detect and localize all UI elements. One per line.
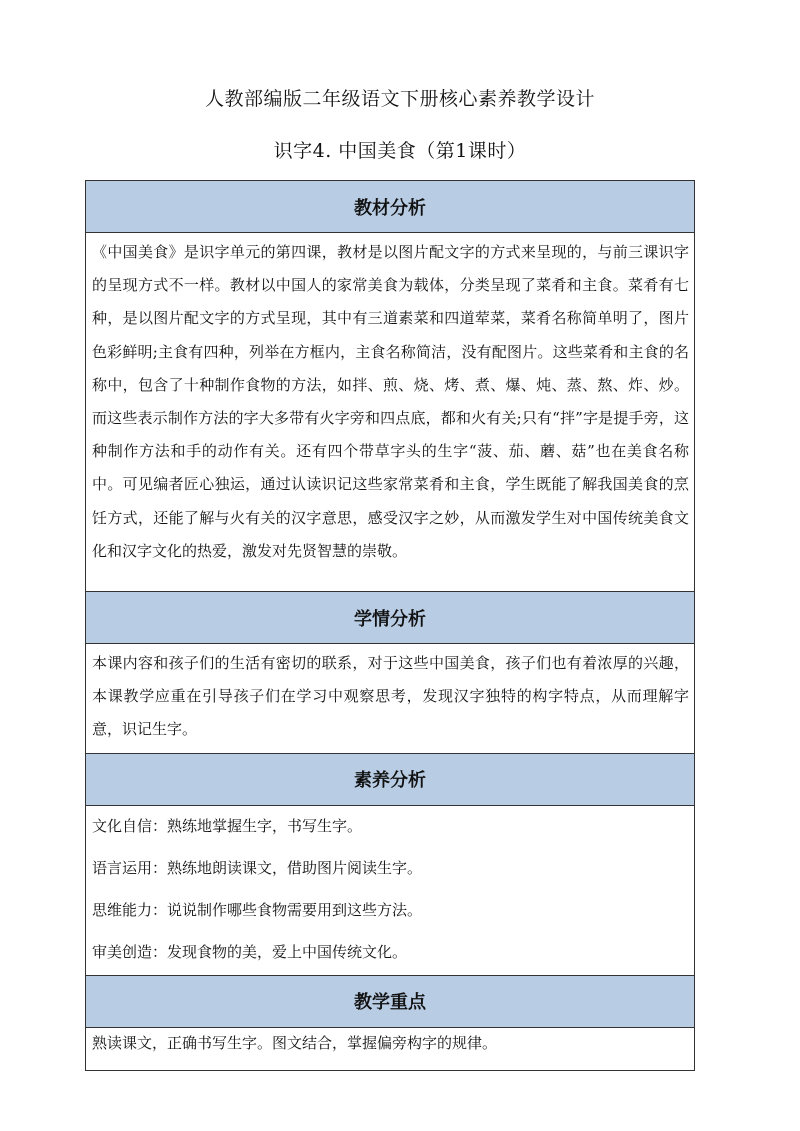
literacy-item-thinking: 思维能力：说说制作哪些食物需要用到这些方法。 [92,900,423,919]
lesson-plan-table [85,180,695,1071]
document-title: 人教部编版二年级语文下册核心素养教学设计 [204,88,595,110]
focus-body-row [86,1027,695,1070]
textbook-analysis-header: 教材分析 [86,181,695,233]
literacy-body-row [86,805,695,975]
literacy-analysis-cell [86,805,695,975]
lesson-subtitle: 识字4. 中国美食（第1课时） [273,140,527,162]
literacy-item-aesthetic: 审美创造：发现食物的美，爱上中国传统文化。 [92,942,408,961]
literacy-item-culture: 文化自信：熟练地掌握生字，书写生字。 [92,816,363,835]
teaching-focus-text: 熟读课文，正确书写生字。图文结合，掌握偏旁构字的规律。 [92,1033,498,1052]
textbook-analysis-cell [86,233,695,592]
teaching-focus-header: 教学重点 [86,975,695,1027]
literacy-header-row [86,753,695,805]
literacy-analysis-header: 素养分析 [86,753,695,805]
learner-analysis-text: 本课内容和孩子们的生活有密切的联系，对于这些中国美食，孩子们也有着浓厚的兴趣，本课教学应重在引导孩子们在学习中观察思考，发现汉字独特的构字特点，从而理解字意，识记生字。 [92,654,689,739]
textbook-analysis-text: 《中国美食》是识字单元的第四课，教材是以图片配文字的方式来呈现的，与前三课识字的呈现方式不一样。教材以中国人的家常美食为载体，分类呈现了菜肴和主食。菜肴有七种，是以图片配文字的方式呈现，其中有三道素菜和四道荤菜，菜肴名称简单明了，图片色彩鲜明;主食有四种，列举在方框内，主食名称简洁，没有配图片。这些菜肴和主食的名称中，包含了十种制作食物的方法，如拌、煎、烧、烤、煮、爆、炖、蒸、熬、炸、炒。而这些表示制作方法的字大多带有火字旁和四点底，都和火有关;只有“拌”字是提手旁，这种制作方法和手的动作有关。还有四个带草字头的生字“菠、茄、蘑、菇”也在美食名称中。可见编者匠心独运，通过认读识记这些家常菜肴和主食，学生既能了解我国美食的烹饪方式，还能了解与火有关的汉字意思，感受汉字之妙，从而激发学生对中国传统美食文化和汉字文化的热爱，激发对先贤智慧的崇敬。 [92,243,689,560]
learner-header-row [86,592,695,644]
focus-header-row [86,975,695,1027]
textbook-body-row [86,233,695,592]
learner-analysis-cell [86,644,695,754]
learner-body-row [86,644,695,754]
teaching-focus-cell [86,1027,695,1070]
textbook-header-row [86,181,695,233]
literacy-item-language: 语言运用：熟练地朗读课文，借助图片阅读生字。 [92,858,423,877]
learner-analysis-header: 学情分析 [86,592,695,644]
